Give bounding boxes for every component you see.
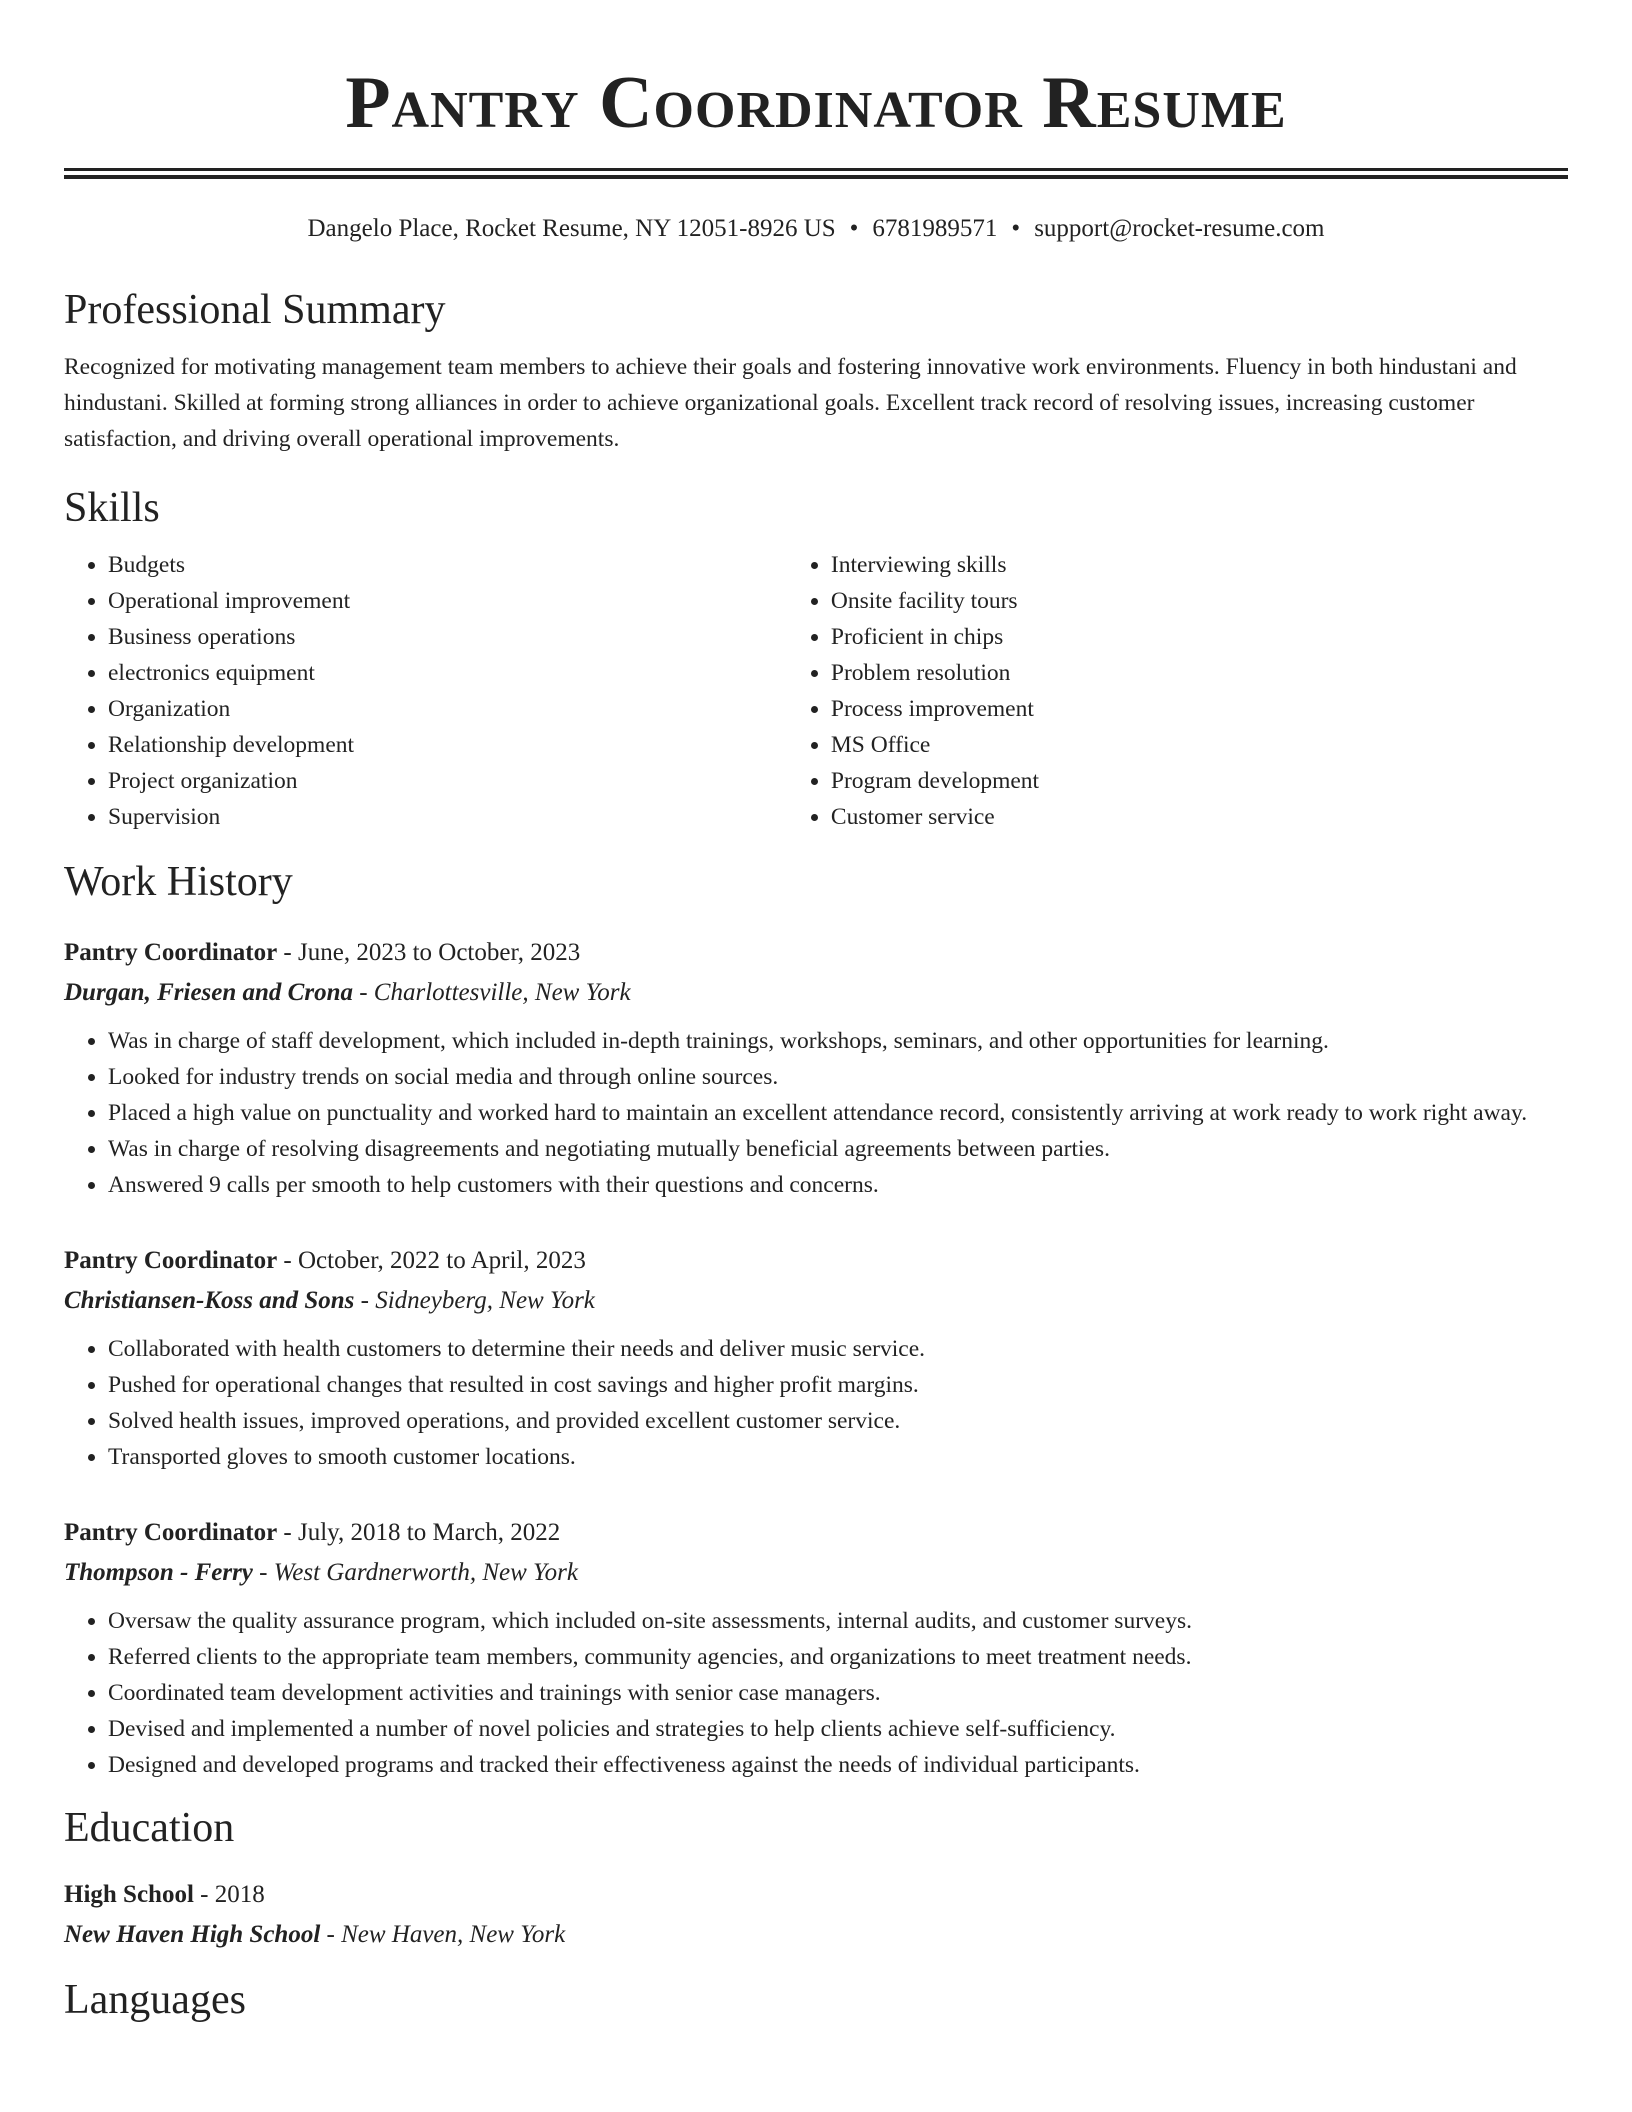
job-bullet: • Was in charge of staff development, which included in-depth trainings, workshops, seminars, and other opportunities for learning. (108, 1023, 1568, 1059)
contact-line (64, 213, 1568, 245)
skill-item: • Project organization (108, 763, 787, 799)
skills-list-left (64, 547, 787, 835)
summary-heading: Professional Summary (64, 287, 446, 333)
skill-item: • Supervision (108, 799, 787, 835)
job-company: Thompson - Ferry (64, 1559, 253, 1586)
work-history-section (64, 857, 1568, 1783)
job-bullet: • Placed a high value on punctuality and worked hard to maintain an excellent attendance record, consistently arriving at work ready to work right away. (108, 1095, 1568, 1131)
job-location: - Charlottesville, New York (352, 979, 631, 1006)
skills-list-right (787, 547, 1568, 835)
resume-page (64, 0, 1568, 2025)
contact-phone: 6781989571 (872, 215, 998, 242)
job-entry (64, 1513, 1568, 1783)
summary-section (64, 285, 1568, 457)
job-bullets (64, 1603, 1568, 1783)
skill-item: • Customer service (831, 799, 1568, 835)
skill-item: • Process improvement (831, 691, 1568, 727)
job-title: Pantry Coordinator (64, 1247, 278, 1274)
skill-item: • Interviewing skills (831, 547, 1568, 583)
education-location: - New Haven, New York (320, 1921, 566, 1948)
education-school: New Haven High School (64, 1921, 321, 1948)
job-dates: - June, 2023 to October, 2023 (277, 939, 581, 966)
skill-item: • MS Office (831, 727, 1568, 763)
job-employer-line (64, 1553, 1568, 1593)
job-title: Pantry Coordinator (64, 939, 278, 966)
job-employer-line (64, 973, 1568, 1013)
job-employer-line (64, 1281, 1568, 1321)
skill-item: • electronics equipment (108, 655, 787, 691)
job-bullets (64, 1331, 1568, 1475)
contact-separator: • (1011, 215, 1021, 242)
education-entry (64, 1875, 1568, 1955)
job-entry (64, 1241, 1568, 1475)
job-bullet: • Pushed for operational changes that resulted in cost savings and higher profit margins. (108, 1367, 1568, 1403)
job-bullet: • Collaborated with health customers to determine their needs and deliver music service. (108, 1331, 1568, 1367)
job-bullet: • Solved health issues, improved operations, and provided excellent customer service. (108, 1403, 1568, 1439)
job-location: - West Gardnerworth, New York (252, 1559, 578, 1586)
job-bullet: • Referred clients to the appropriate team members, community agencies, and organizations to meet treatment needs. (108, 1639, 1568, 1675)
job-bullets (64, 1023, 1568, 1203)
skills-section (64, 483, 1568, 835)
education-degree: High School (64, 1881, 194, 1908)
job-title-line (64, 1513, 1568, 1553)
skill-item: • Budgets (108, 547, 787, 583)
skill-item: • Organization (108, 691, 787, 727)
education-school-line (64, 1915, 1568, 1955)
education-degree-line (64, 1875, 1568, 1915)
skill-item: • Operational improvement (108, 583, 787, 619)
job-company: Durgan, Friesen and Crona (64, 979, 353, 1006)
education-section (64, 1803, 1568, 1955)
job-location: - Sidneyberg, New York (354, 1287, 595, 1314)
languages-heading: Languages (64, 1977, 246, 2023)
job-entry (64, 933, 1568, 1203)
job-bullet: • Designed and developed programs and tracked their effectiveness against the needs of individual participants. (108, 1747, 1568, 1783)
skill-item: • Onsite facility tours (831, 583, 1568, 619)
skill-item: • Relationship development (108, 727, 787, 763)
job-title-line (64, 1241, 1568, 1281)
languages-section (64, 1975, 1568, 2025)
job-bullet: • Answered 9 calls per smooth to help customers with their questions and concerns. (108, 1167, 1568, 1203)
contact-email: support@rocket-resume.com (1034, 215, 1325, 242)
resume-title: Pantry Coordinator Resume (345, 62, 1287, 144)
education-year: - 2018 (193, 1881, 265, 1908)
skill-item: • Program development (831, 763, 1568, 799)
job-company: Christiansen-Koss and Sons (64, 1287, 355, 1314)
job-bullet: • Coordinated team development activities and trainings with senior case managers. (108, 1675, 1568, 1711)
contact-address: Dangelo Place, Rocket Resume, NY 12051-8926 US (307, 215, 836, 242)
job-bullet: • Looked for industry trends on social media and through online sources. (108, 1059, 1568, 1095)
title-divider (64, 168, 1568, 179)
job-title-line (64, 933, 1568, 973)
skills-columns (64, 547, 1568, 835)
job-dates: - October, 2022 to April, 2023 (277, 1247, 586, 1274)
education-heading: Education (64, 1805, 235, 1851)
job-bullet: • Transported gloves to smooth customer locations. (108, 1439, 1568, 1475)
contact-separator: • (849, 215, 859, 242)
work-history-heading: Work History (64, 859, 293, 905)
summary-text: Recognized for motivating management team members to achieve their goals and fostering innovative work environments. Fluency in both hindustani and hindustani. Skilled at forming strong alliances in order to achieve organizational goals. Excellent track record of resolving issues, increasing customer satisfaction, and driving overall operational improvements. (64, 354, 1517, 452)
skill-item: • Problem resolution (831, 655, 1568, 691)
job-bullet: • Devised and implemented a number of novel policies and strategies to help clients achieve self-sufficiency. (108, 1711, 1568, 1747)
skill-item: • Proficient in chips (831, 619, 1568, 655)
skill-item: • Business operations (108, 619, 787, 655)
skills-heading: Skills (64, 485, 160, 531)
job-title: Pantry Coordinator (64, 1519, 278, 1546)
job-dates: - July, 2018 to March, 2022 (277, 1519, 561, 1546)
job-bullet: • Was in charge of resolving disagreements and negotiating mutually beneficial agreements between parties. (108, 1131, 1568, 1167)
job-bullet: • Oversaw the quality assurance program, which included on-site assessments, internal audits, and customer surveys. (108, 1603, 1568, 1639)
